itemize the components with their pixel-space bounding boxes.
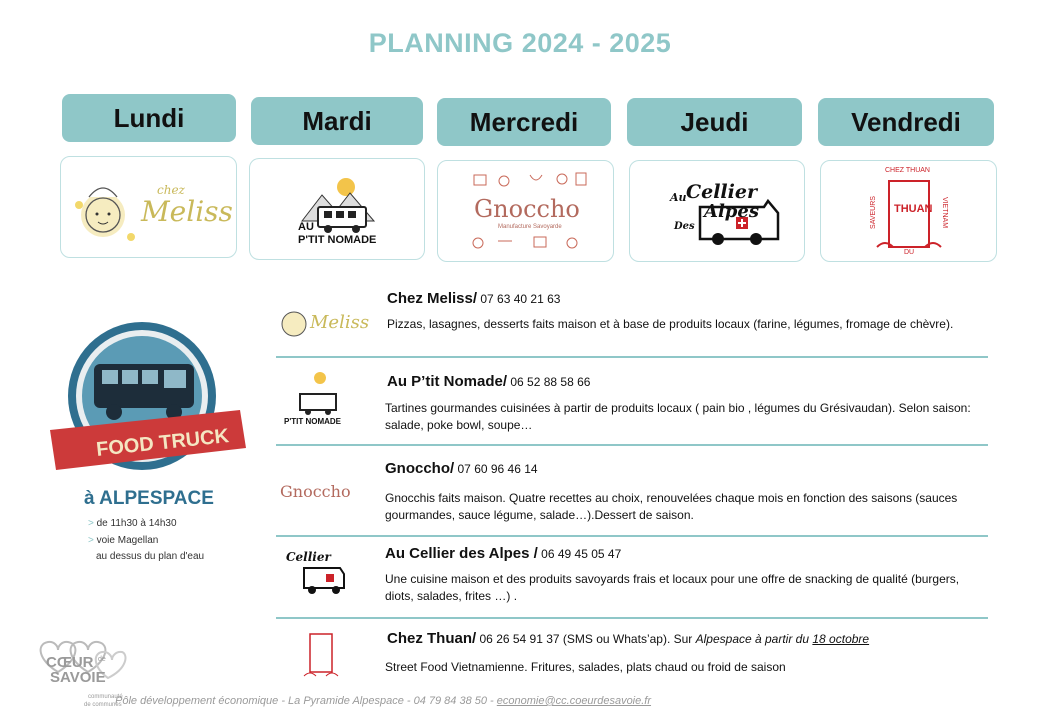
nomade-logo-line2: P'TIT NOMADE [298,234,377,246]
nomade-thumb [284,364,350,430]
entry-desc-gnoccho: Gnocchis faits maison. Quatre recettes au choix, renouvelées chaque mois en fonction des saisons (sauces gourmandes, sauce légume, salade…).Dessert de saison. [385,491,958,522]
meliss-logo-prefix: chez [157,183,185,197]
day-tuesday: Mardi [251,97,423,145]
logo-card-gnoccho [437,160,614,262]
entry-name-nomade: Au P’tit Nomade/ 06 52 88 58 66 [387,373,591,390]
entry-name-gnoccho: Gnoccho/ 07 60 96 46 14 [385,460,538,477]
gnoccho-logo-name: Gnoccho [474,195,580,223]
thuan-logo-bottom: DU [904,249,915,256]
thuan-thumb-icon [294,626,348,682]
nomade-thumb-text: P'TIT NOMADE [284,417,342,426]
separator-4 [276,617,988,619]
cellier-thumb [276,546,356,596]
logo-card-meliss [60,156,237,258]
page-title: PLANNING 2024 - 2025 [368,28,672,58]
entry-name-thuan: Chez Thuan/ 06 26 54 91 37 (SMS ou Whats’ap). Sur Alpespace à partir du 18 octobre [387,630,870,647]
thuan-logo-center: THUAN [894,203,933,215]
brand-l5: de communes [84,702,122,708]
gnoccho-logo-sub: Manufacture Savoyarde [498,224,562,230]
food-truck-badge-icon [50,318,250,488]
entry-name-meliss: Chez Meliss/ 07 63 40 21 63 [387,290,561,307]
brand-l1: CŒUR [46,654,94,671]
entry-desc-cellier: Une cuisine maison et des produits savoyards frais et locaux pour une offre de snacking de qualité (burgers, diots, salades, frites …) . [385,572,960,603]
day-thursday: Jeudi [627,98,802,146]
footer-email-link[interactable]: economie@cc.coeurdesavoie.fr [496,695,652,707]
entry-desc-thuan: Street Food Vietnamienne. Fritures, salades, plats chaud ou froid de saison [385,660,786,674]
separator-3 [276,535,988,537]
logo-card-cellier [629,160,805,262]
cellier-thumb-text: Cellier [286,550,331,564]
gnoccho-thumb-text: Gnoccho [280,482,351,501]
thuan-thumb [294,626,348,682]
entry-desc-nomade: Tartines gourmandes cuisinées à partir de produits locaux ( pain bio , légumes du Grésivaudan). Selon saison: salade, poke bowl, soupe… [385,401,971,432]
day-monday: Lundi [62,94,236,142]
separator-2 [276,444,988,446]
thuan-logo-top: CHEZ THUAN [885,167,930,174]
nomade-logo-line1: AU [298,221,314,233]
logo-card-nomade [249,158,425,260]
meliss-thumb [272,298,368,346]
separator-1 [276,356,988,358]
gnoccho-thumb [278,462,358,520]
brand-l4: communauté [88,694,123,700]
day-wednesday: Mercredi [437,98,611,146]
meliss-thumb-text: Meliss [310,312,370,333]
entry-name-cellier: Au Cellier des Alpes / 06 49 45 05 47 [385,545,622,562]
day-friday: Vendredi [818,98,994,146]
badge-hours: > de 11h30 à 14h30 [88,518,177,529]
entry-desc-meliss: Pizzas, lasagnes, desserts faits maison et à base de produits locaux (farine, légumes, fromage de chèvre). [387,317,954,331]
badge-banner: FOOD TRUCK [95,425,231,461]
brand-l3: SAVOIE [50,669,106,686]
badge-street: > voie Magellan [88,535,159,546]
thuan-logo-left: SAVEURS [869,196,877,229]
footer-contact: Pôle développement économique - La Pyramide Alpespace - 04 79 84 38 50 - economie@cc.coeurdesavoie.fr [115,695,652,707]
badge-place: à ALPESPACE [84,488,214,509]
meliss-logo-name: Meliss [141,195,233,228]
logo-card-thuan [820,160,997,262]
badge-location: au dessus du plan d'eau [96,551,205,562]
cellier-logo-l3: Des [674,221,695,232]
cellier-logo-l4: Alpes [704,201,759,222]
cellier-logo-l1: Au [670,191,687,204]
cellier-logo-l2: Cellier [686,181,757,203]
brand-l2: de [98,656,106,663]
thuan-logo-right: VIETNAM [941,196,949,229]
